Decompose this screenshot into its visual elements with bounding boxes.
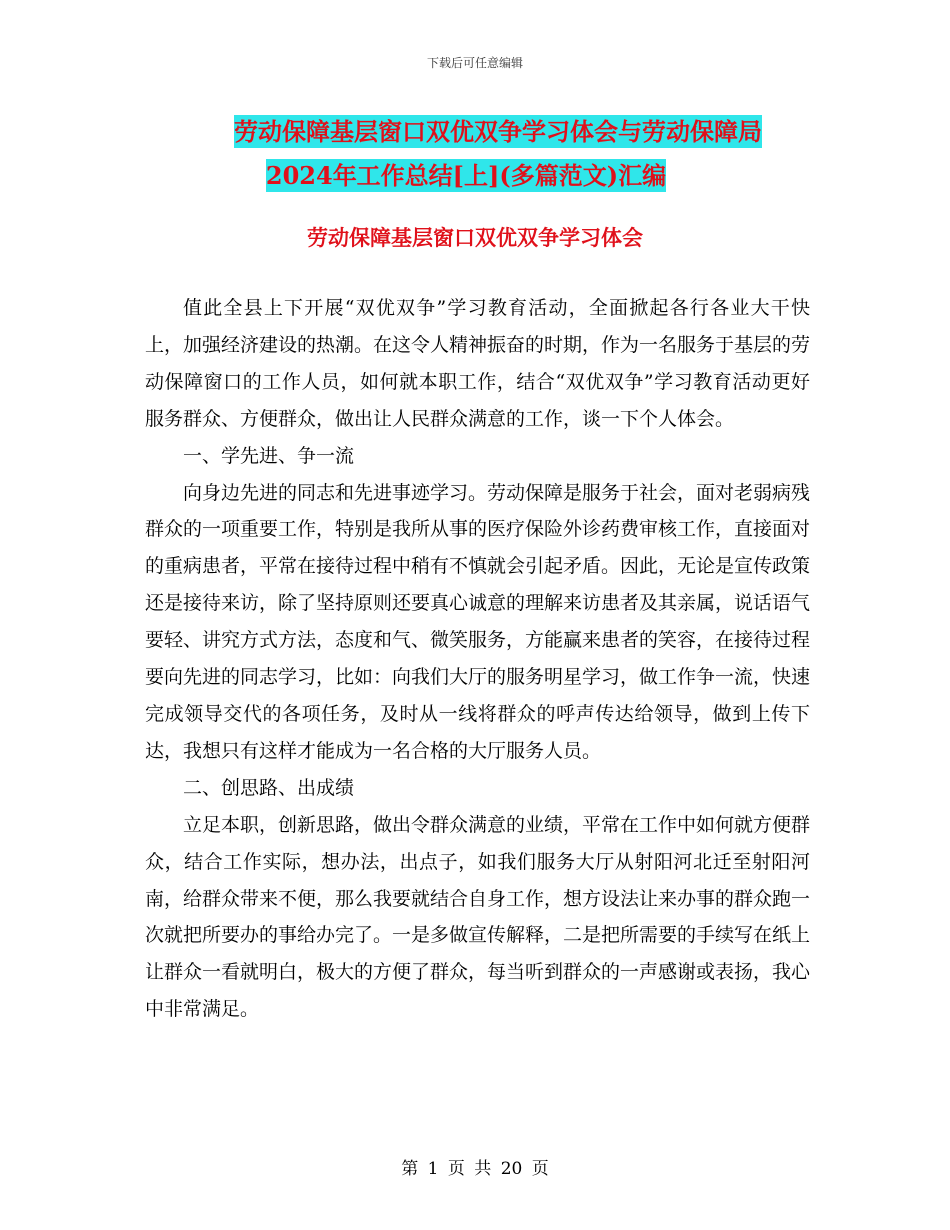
document-title <box>0 110 950 198</box>
title-line-2: 2024年工作总结[上](多篇范文)汇编 <box>265 161 667 190</box>
paragraph-intro: 值此全县上下开展“双优双争”学习教育活动，全面掀起各行各业大干快上，加强经济建设的热潮。在这令人精神振奋的时期，作为一名服务于基层的劳动保障窗口的工作人员，如何就本职工作，结合“双优双争”学习教育活动更好服务群众、方便群众，做出让人民群众满意的工作，谈一下个人体会。 <box>145 297 811 430</box>
paragraph-innovate: 立足本职，创新思路，做出令群众满意的业绩，平常在工作中如何就方便群众，结合工作实际，想办法，出点子，如我们服务大厅从射阳河北迁至射阳河南，给群众带来不便，那么我要就结合自身工作，想方设法让来办事的群众跑一次就把所要办的事给办完了。一是多做宣传解释，二是把所需要的手续写在纸上让群众一看就明白，极大的方便了群众，每当听到群众的一声感谢或表扬，我心中非常满足。 <box>145 813 811 1021</box>
header-note: 下载后可任意编辑 <box>426 56 523 70</box>
section-title: 劳动保障基层窗口双优双争学习体会 <box>307 225 643 250</box>
title-line-1: 劳动保障基层窗口双优双争学习体会与劳动保障局 <box>234 117 762 146</box>
document-body <box>145 290 810 1028</box>
heading-learn-advanced: 一、学先进、争一流 <box>183 444 355 467</box>
paragraph-learn-advanced: 向身边先进的同志和先进事迹学习。劳动保障是服务于社会，面对老弱病残群众的一项重要工作，特别是我所从事的医疗保险外诊药费审核工作，直接面对的重病患者，平常在接待过程中稍有不慎就会引起矛盾。因此，无论是宣传政策还是接待来访，除了坚持原则还要真心诚意的理解来访患者及其亲属，说话语气要轻、讲究方式方法，态度和气、微笑服务，方能赢来患者的笑容，在接待过程要向先进的同志学习，比如：向我们大厅的服务明星学习，做工作争一流，快速完成领导交代的各项任务，及时从一线将群众的呼声传达给领导，做到上传下达，我想只有这样才能成为一名合格的大厅服务人员。 <box>145 481 811 762</box>
heading-innovate: 二、创思路、出成绩 <box>183 776 355 799</box>
page-footer: 第 1 页 共 20 页 <box>401 1159 549 1179</box>
